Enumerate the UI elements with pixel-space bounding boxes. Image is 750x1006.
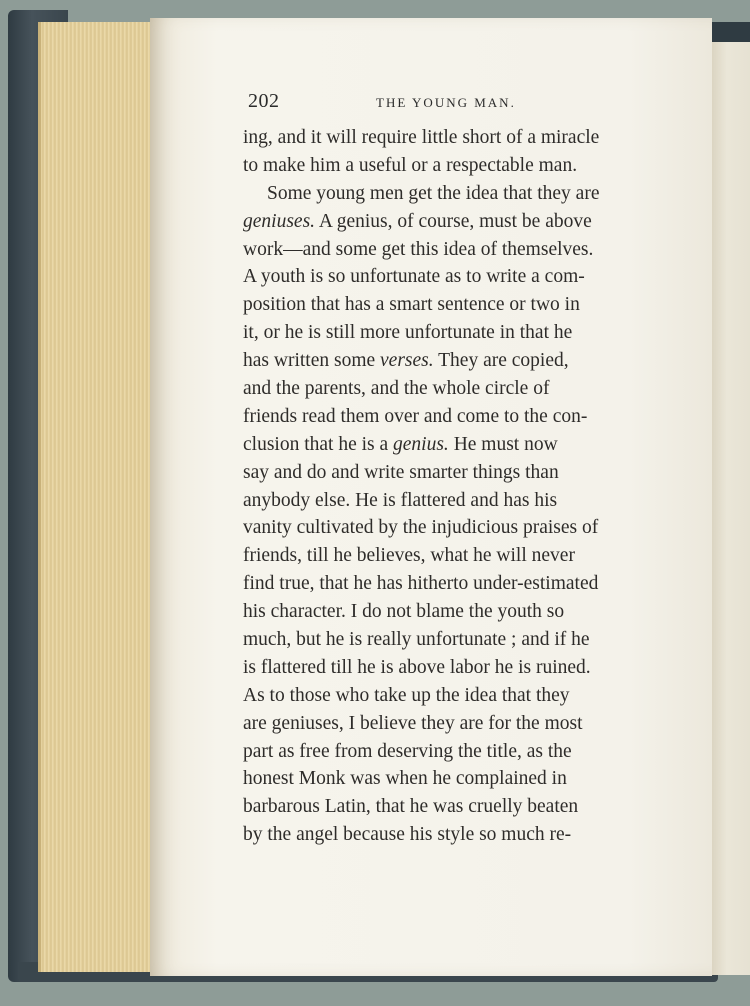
text-line: find true, that he has hitherto under-estimated: [243, 573, 599, 595]
text-line: by the angel because his style so much re-: [243, 824, 572, 846]
text-line: position that has a smart sentence or two in: [243, 294, 580, 316]
text-line: As to those who take up the idea that they: [243, 684, 570, 706]
text-line: and the parents, and the whole circle of: [243, 378, 550, 400]
text-line: ing, and it will require little short of a miracle: [243, 127, 600, 148]
text-line: A youth is so unfortunate as to write a com-: [243, 266, 585, 288]
text-line: barbarous Latin, that he was cruelly beaten: [243, 796, 579, 818]
text-line: are geniuses, I believe they are for the most: [243, 712, 583, 734]
text-line: say and do and write smarter things than: [243, 461, 559, 483]
page-number: 202: [248, 90, 280, 112]
text-line: friends read them over and come to the con-: [243, 405, 588, 427]
text-line: work—and some get this idea of themselves.: [243, 238, 594, 260]
text-line: much, but he is really unfortunate ; and if he: [243, 629, 590, 651]
text-line: geniuses. A genius, of course, must be above: [243, 210, 592, 232]
body-text: [243, 124, 658, 849]
text-line: clusion that he is a genius. He must now: [243, 433, 558, 455]
text-line: honest Monk was when he complained in: [243, 768, 567, 790]
text-line: friends, till he believes, what he will never: [243, 545, 575, 567]
text-line: it, or he is still more unfortunate in that he: [243, 322, 573, 344]
text-line: vanity cultivated by the injudicious praises of: [243, 517, 599, 539]
page-header: [248, 90, 648, 116]
text-line: is flattered till he is above labor he is ruined.: [243, 656, 591, 678]
text-line: anybody else. He is flattered and has his: [243, 489, 558, 511]
text-line: to make him a useful or a respectable man.: [243, 154, 578, 176]
text-line: Some young men get the idea that they are: [267, 182, 600, 204]
text-line: has written some verses. They are copied,: [243, 350, 569, 372]
text-line: part as free from deserving the title, as the: [243, 740, 572, 762]
facing-page-edge: [708, 30, 750, 975]
running-head: THE YOUNG MAN.: [376, 95, 516, 110]
text-line: his character. I do not blame the youth so: [243, 601, 565, 623]
